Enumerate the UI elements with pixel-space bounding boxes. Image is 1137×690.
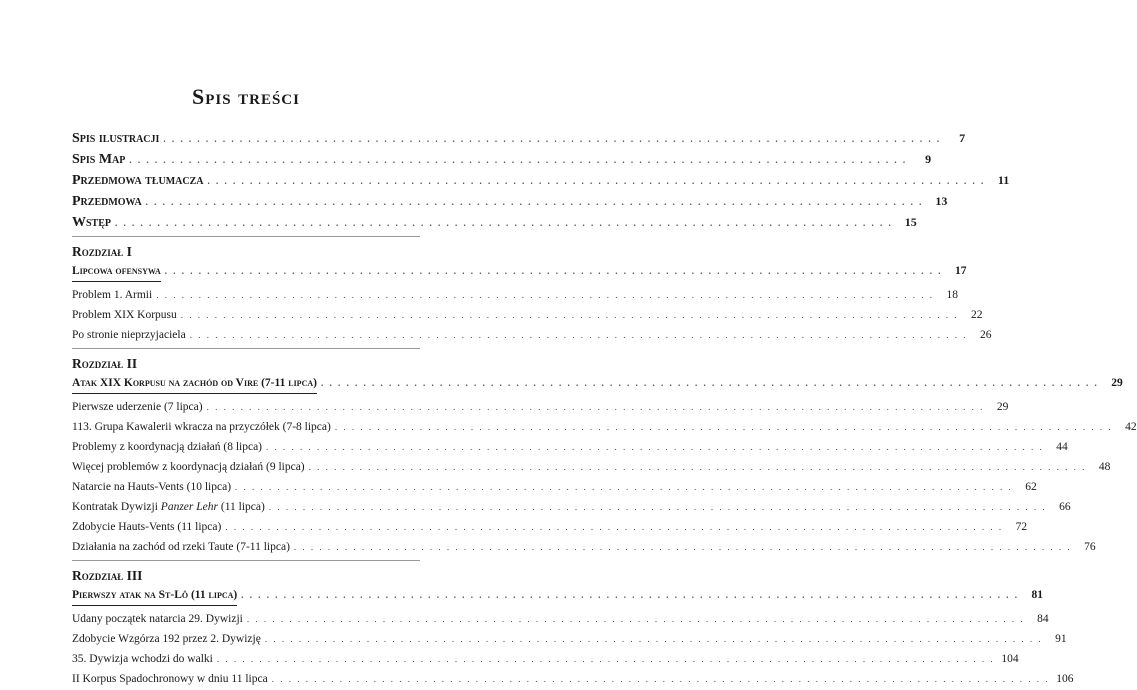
label-emphasis: Panzer Lehr <box>160 501 218 513</box>
toc-entry-page: 84 <box>1037 613 1049 625</box>
toc-entry-label: Przedmowa tłumacza <box>72 173 204 188</box>
toc-entry-label: Natarcie na Hauts-Vents (10 lipca) <box>72 481 232 493</box>
chapter-title: Lipcowa ofensywa <box>72 261 161 282</box>
toc-entry-label: Przedmowa <box>72 194 142 209</box>
leader-dots <box>207 397 985 417</box>
toc-entry-page: 48 <box>1098 461 1111 473</box>
label-text: Kontratak Dywizji <box>72 501 161 513</box>
leader-dots <box>163 129 941 150</box>
chapter-heading: Rozdział II <box>72 356 138 371</box>
toc-entry-label: Spis Map <box>72 152 126 167</box>
divider <box>72 236 420 237</box>
leader-dots <box>265 629 1043 649</box>
toc-entry[interactable] <box>72 417 1137 437</box>
leader-dots <box>208 171 986 192</box>
toc-entry-label: 35. Dywizja wchodzi do walki <box>72 653 213 665</box>
leader-dots <box>241 585 1019 605</box>
toc-entry[interactable] <box>72 397 1009 417</box>
leader-dots <box>269 497 1047 517</box>
leader-dots <box>247 609 1025 629</box>
toc-entry-label: Problem XIX Korpusu <box>72 309 177 321</box>
toc-entry-page: 22 <box>971 309 983 321</box>
chapter-title: Atak XIX Korpusu na zachód od Vire (7-11 lipca) <box>72 373 317 394</box>
toc-entry-label: Problemy z koordynacją działań (8 lipca) <box>72 441 262 453</box>
toc-entry[interactable] <box>72 629 1067 649</box>
toc-entry-page: 106 <box>1056 673 1074 685</box>
toc-entry-label: Działania na zachód od rzeki Taute (7-11 lipca) <box>72 541 290 553</box>
toc-entry-page: 104 <box>1001 653 1019 665</box>
leader-dots <box>190 325 968 345</box>
leader-dots <box>309 457 1087 477</box>
toc-entry-label: Po stronie nieprzyjaciela <box>72 329 186 341</box>
leader-dots <box>129 150 907 171</box>
toc-entry-front[interactable] <box>72 170 1010 191</box>
chapter-title-entry[interactable] <box>72 373 1123 393</box>
leader-dots <box>272 669 1050 689</box>
toc-entry-page: 66 <box>1059 501 1071 513</box>
toc-entry-front[interactable] <box>72 191 948 212</box>
label-text: (11 lipca) <box>217 501 265 513</box>
toc-entry-label: Spis ilustracji <box>72 131 160 146</box>
leader-dots <box>225 517 1003 537</box>
divider <box>72 348 420 349</box>
toc-entry-page: 62 <box>1025 481 1037 493</box>
toc-entry[interactable] <box>72 477 1037 497</box>
toc-entry[interactable] <box>72 437 1068 457</box>
leader-dots <box>217 649 995 669</box>
toc-entry-front[interactable] <box>72 212 917 233</box>
chapter-title: Pierwszy atak na St-Lô (11 lipca) <box>72 585 237 606</box>
toc-entry-label: Zdobycie Hauts-Vents (11 lipca) <box>72 521 222 533</box>
divider <box>72 560 420 561</box>
toc-entry-label: Pierwsze uderzenie (7 lipca) <box>72 401 203 413</box>
leader-dots <box>294 537 1072 557</box>
toc-entry-page: 29 <box>996 401 1009 413</box>
toc-entry-label: Zdobycie Wzgórza 192 przez 2. Dywizję <box>72 633 261 645</box>
toc-entry[interactable] <box>72 649 1019 669</box>
chapter-title-entry[interactable] <box>72 585 1044 605</box>
toc-entry[interactable] <box>72 457 1111 477</box>
toc-entry-label: Problem 1. Armii <box>72 289 153 301</box>
leader-dots <box>335 417 1113 437</box>
toc-entry[interactable] <box>72 325 992 345</box>
toc-entry-label: Wstęp <box>72 215 112 230</box>
leader-dots <box>156 285 934 305</box>
toc-entry-page: 17 <box>955 265 967 277</box>
leader-dots <box>266 437 1044 457</box>
chapter-title-entry[interactable] <box>72 261 967 281</box>
leader-dots <box>321 373 1099 393</box>
leader-dots <box>165 261 943 281</box>
chapter-heading: Rozdział I <box>72 244 132 259</box>
toc-entry-page: 7 <box>959 131 966 145</box>
toc-entry[interactable] <box>72 609 1049 629</box>
toc-entry[interactable] <box>72 285 958 305</box>
toc-entry-page: 81 <box>1031 589 1044 601</box>
toc-entry-page: 76 <box>1084 541 1096 553</box>
table-of-contents <box>72 128 1137 689</box>
page-title: Spis treści <box>192 84 300 109</box>
toc-entry[interactable] <box>72 497 1071 517</box>
leader-dots <box>146 192 924 213</box>
toc-entry-front[interactable] <box>72 128 966 149</box>
toc-entry-page: 9 <box>925 152 932 166</box>
toc-entry-label <box>72 497 265 517</box>
chapter-heading: Rozdział III <box>72 568 143 583</box>
toc-entry-page: 44 <box>1056 441 1068 453</box>
leader-dots <box>115 213 893 234</box>
toc-entry-front[interactable] <box>72 149 932 170</box>
toc-entry-page: 26 <box>979 329 992 341</box>
toc-entry[interactable] <box>72 537 1096 557</box>
toc-entry-page: 11 <box>997 173 1010 187</box>
toc-entry-page: 72 <box>1015 521 1028 533</box>
toc-entry-page: 91 <box>1055 633 1067 645</box>
toc-entry-label: 113. Grupa Kawalerii wkracza na przyczółek (7-8 lipca) <box>72 421 331 433</box>
toc-entry[interactable] <box>72 517 1028 537</box>
toc-entry-label: Więcej problemów z koordynacją działań (9 lipca) <box>72 461 305 473</box>
leader-dots <box>235 477 1013 497</box>
toc-entry-page: 29 <box>1111 377 1123 389</box>
toc-entry-page: 13 <box>935 194 948 208</box>
toc-entry[interactable] <box>72 305 983 325</box>
leader-dots <box>181 305 959 325</box>
toc-entry[interactable] <box>72 669 1074 689</box>
toc-entry-label: II Korpus Spadochronowy w dniu 11 lipca <box>72 673 268 685</box>
toc-entry-label: Udany początek natarcia 29. Dywizji <box>72 613 243 625</box>
toc-entry-page: 18 <box>946 289 958 301</box>
toc-entry-page: 42 <box>1125 421 1137 433</box>
toc-entry-page: 15 <box>904 215 917 229</box>
